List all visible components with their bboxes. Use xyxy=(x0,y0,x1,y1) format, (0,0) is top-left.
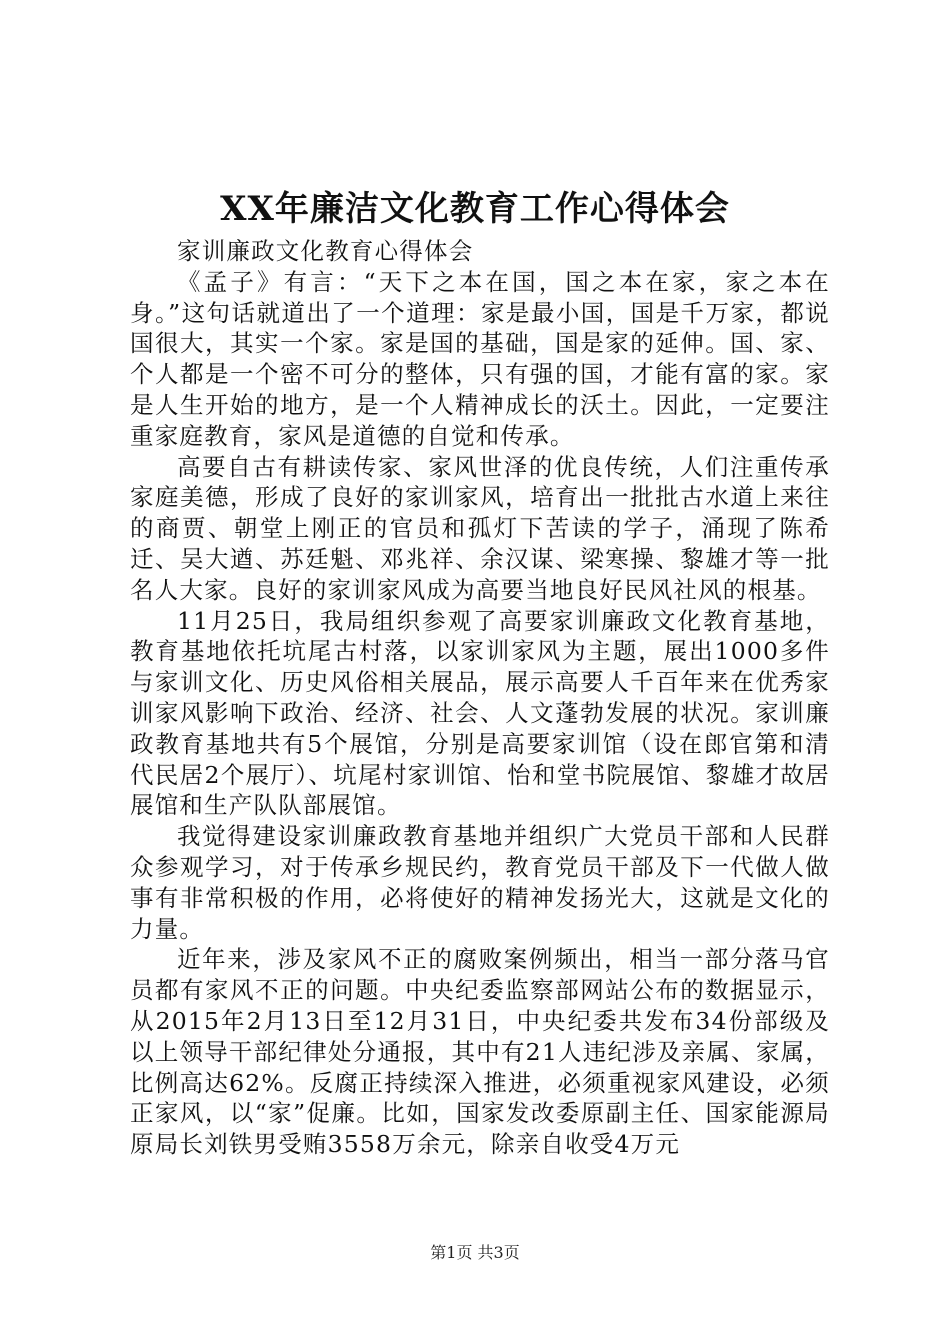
document-paragraph: 近年来，涉及家风不正的腐败案例频出，相当一部分落马官员都有家风不正的问题。中央纪委监察部网站公布的数据显示，从2015年2月13日至12月31日，中央纪委共发布34份部级及以上领导干部纪律处分通报，其中有21人违纪涉及亲属、家属，比例高达62%。反腐正持续深入推进，必须重视家风建设，必须正家风，以“家”促廉。比如，国家发改委原副主任、国家能源局原局长刘铁男受贿3558万余元，除亲自收受4万元 xyxy=(130,945,830,1159)
document-title: XX年廉洁文化教育工作心得体会 xyxy=(220,189,730,229)
document-paragraph: 《孟子》有言：“天下之本在国，国之本在家，家之本在身。”这句话就道出了一个道理：家是最小国，国是千万家，都说国很大，其实一个家。家是国的基础，国是家的延伸。国、家、个人都是一个密不可分的整体，只有强的国，才能有富的家。家是人生开始的地方，是一个人精神成长的沃土。因此，一定要注重家庭教育，家风是道德的自觉和传承。 xyxy=(130,267,830,450)
document-paragraph: 我觉得建设家训廉政教育基地并组织广大党员干部和人民群众参观学习，对于传承乡规民约，教育党员干部及下一代做人做事有非常积极的作用，必将使好的精神发扬光大，这就是文化的力量。 xyxy=(130,822,830,943)
document-paragraph: 家训廉政文化教育心得体会 xyxy=(177,237,474,265)
document-paragraph: 11月25日，我局组织参观了高要家训廉政文化教育基地，教育基地依托坑尾古村落，以家训家风为主题，展出1000多件与家训文化、历史风俗相关展品，展示高要人千百年来在优秀家训家风影响下政治、经济、社会、人文蓬勃发展的状况。家训廉政教育基地共有5个展馆，分别是高要家训馆（设在郎官第和清代民居2个展厅）、坑尾村家训馆、怡和堂书院展馆、黎雄才故居展馆和生产队队部展馆。 xyxy=(130,606,830,820)
page-footer: 第1页 共3页 xyxy=(430,1243,520,1262)
document-body xyxy=(130,236,830,1160)
document-paragraph: 高要自古有耕读传家、家风世泽的优良传统，人们注重传承家庭美德，形成了良好的家训家风，培育出一批批古水道上来往的商贾、朝堂上刚正的官员和孤灯下苦读的学子，涌现了陈希迁、吴大遒、苏廷魁、邓兆祥、余汉谋、梁寒操、黎雄才等一批名人大家。良好的家训家风成为高要当地良好民风社风的根基。 xyxy=(130,452,830,604)
